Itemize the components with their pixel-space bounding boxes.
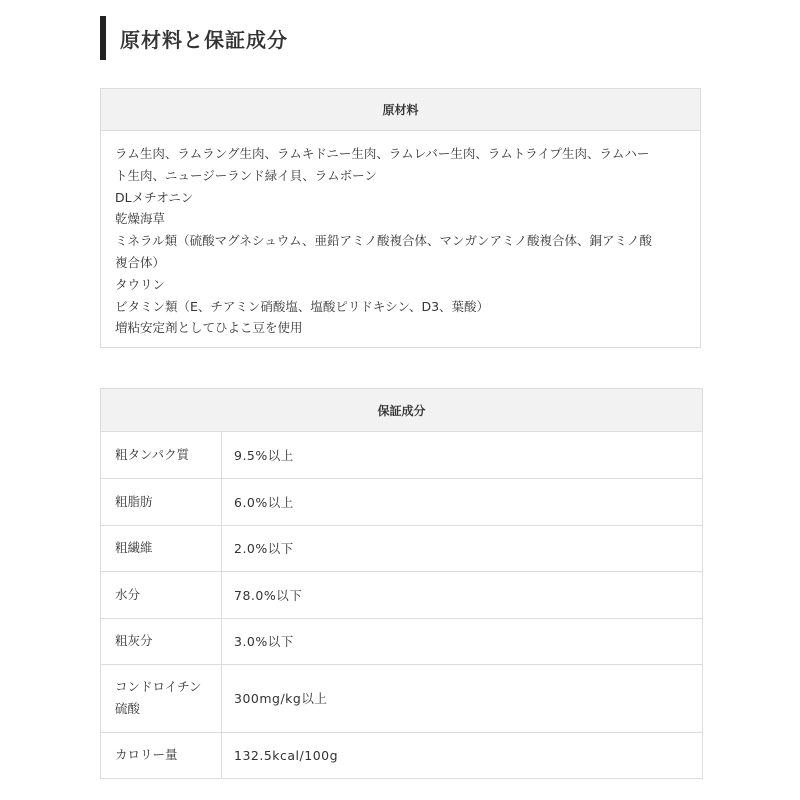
- ingredient-line: 増粘安定剤としてひよこ豆を使用: [115, 320, 303, 336]
- ingredients-header: 原材料: [101, 89, 700, 131]
- table-row: [101, 618, 702, 664]
- nutrient-label: 粗灰分: [101, 618, 222, 664]
- ingredient-line: ト生肉、ニュージーランド緑イ貝、ラムボーン: [115, 167, 377, 183]
- table-row: [101, 664, 702, 732]
- ingredient-line: 複合体）: [115, 254, 166, 270]
- section-title: 原材料と保証成分: [120, 27, 288, 52]
- nutrient-value: 6.0%以上: [222, 478, 703, 525]
- heading-accent-bar: [100, 16, 106, 60]
- ingredients-box: [100, 88, 701, 348]
- guaranteed-analysis-box: [100, 388, 703, 779]
- ingredient-line: DLメチオニン: [115, 189, 194, 205]
- nutrient-label: 粗脂肪: [101, 478, 222, 525]
- table-row: [101, 732, 702, 778]
- nutrient-value: 78.0%以下: [222, 571, 703, 618]
- nutrient-value: 9.5%以上: [234, 447, 294, 463]
- ingredients-list: [101, 131, 700, 339]
- nutrient-value: 2.0%以下: [222, 525, 703, 571]
- nutrient-value: 3.0%以下: [222, 618, 703, 664]
- table-row: [101, 478, 702, 525]
- nutrient-label: 粗タンパク質: [101, 432, 222, 478]
- ingredient-line: ラム生肉、ラムラング生肉、ラムキドニー生肉、ラムレバー生肉、ラムトライプ生肉、ラムハー: [115, 146, 650, 161]
- table-row: [101, 525, 702, 571]
- analysis-table: [101, 432, 702, 778]
- nutrient-value: 300mg/kg以上: [222, 664, 703, 732]
- section-heading: [100, 16, 288, 60]
- ingredient-line: ミネラル類（硫酸マグネシュウム、亜鉛アミノ酸複合体、マンガンアミノ酸複合体、銅アミノ酸: [115, 233, 653, 249]
- table-row: [101, 571, 702, 618]
- ingredient-line: ビタミン類（E、チアミン硝酸塩、塩酸ピリドキシン、D3、葉酸）: [115, 298, 490, 314]
- ingredient-line: タウリン: [115, 276, 166, 292]
- analysis-header: 保証成分: [101, 389, 702, 432]
- nutrient-label-line: 硫酸: [115, 701, 141, 716]
- nutrient-label-line: コンドロイチン: [115, 679, 202, 694]
- nutrient-label: 水分: [101, 571, 222, 618]
- table-row: [101, 432, 702, 478]
- ingredient-line: 乾燥海草: [115, 211, 166, 227]
- nutrient-label: 粗繊維: [101, 525, 222, 571]
- nutrient-label: カロリー量: [101, 732, 222, 778]
- nutrient-label: [101, 664, 222, 732]
- nutrient-value: 132.5kcal/100g: [222, 732, 703, 778]
